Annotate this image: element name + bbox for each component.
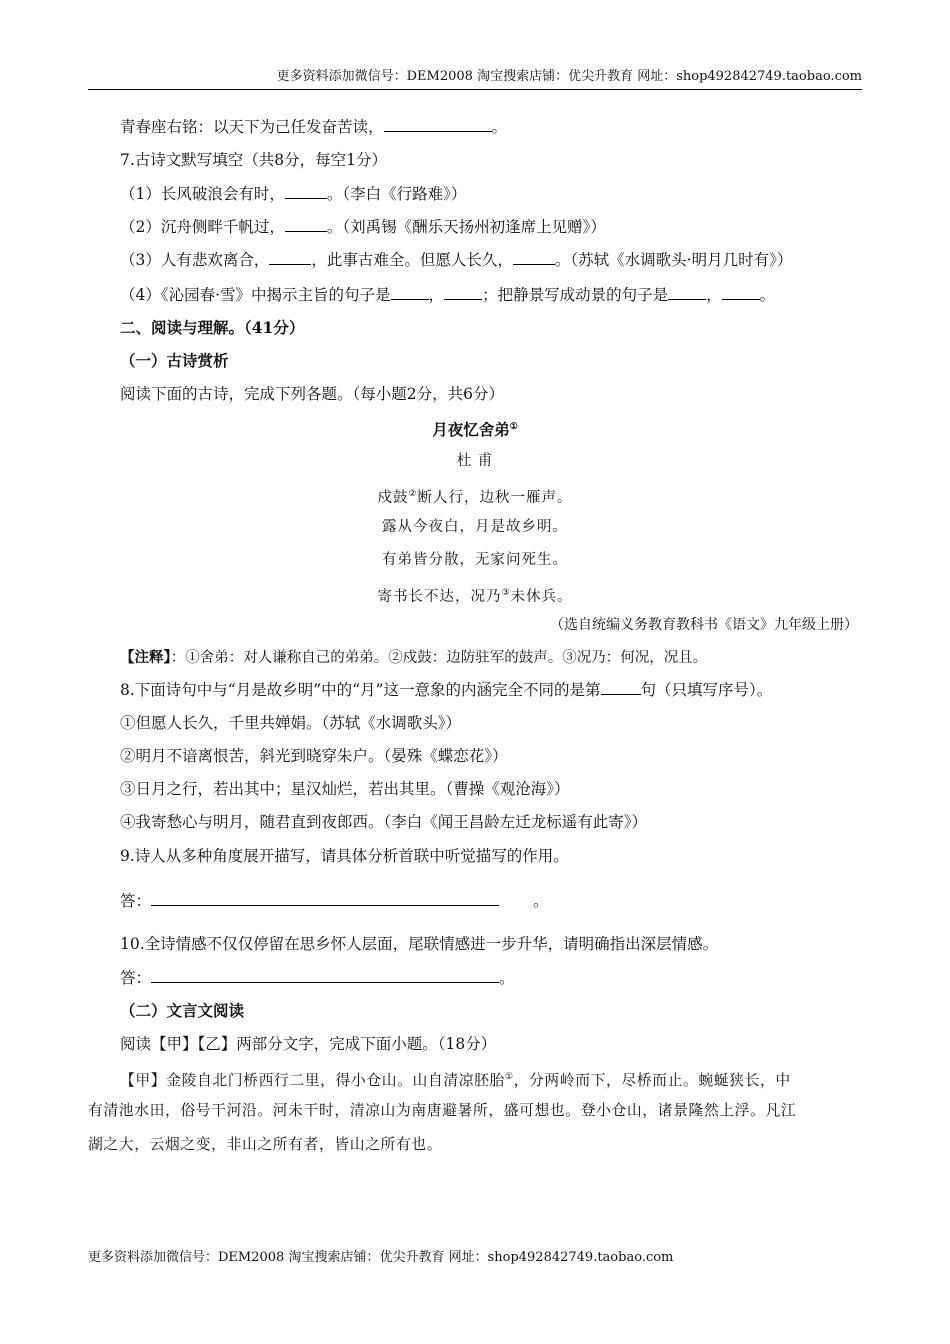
subsection-poem-title: （一）古诗赏析	[120, 351, 229, 370]
footnote-marker: ③	[501, 588, 511, 598]
q7-4-comma: ，	[428, 286, 445, 304]
q6-tail-end: 。	[491, 118, 508, 136]
q7-1-source: 。（李白《行路难》）	[326, 185, 467, 203]
poem-author: 杜 甫	[456, 453, 494, 469]
answer-end: 。	[533, 892, 549, 910]
answer-blank[interactable]	[285, 216, 327, 232]
q7-3-source: 。（苏轼《水调歌头·明月几时有》）	[554, 251, 793, 269]
poem-line-1-a: 戍鼓	[377, 489, 409, 506]
q9-question: 9.诗人从多种角度展开描写，请具体分析首联中听觉描写的作用。	[120, 847, 569, 865]
q7-1-text: （1）长风破浪会有时，	[120, 185, 285, 203]
poem-title	[0, 416, 950, 441]
answer-blank[interactable]	[384, 116, 492, 132]
q8-text-a: 8.下面诗句中与“月是故乡明”中的“月”这一意象的内涵完全不同的是第	[120, 681, 601, 699]
q7-line-2	[120, 216, 606, 238]
classical-instructions: 阅读【甲】【乙】两部分文字，完成下面小题。（18分）	[120, 1035, 497, 1053]
poem-line-2: 露从今夜白，月是故乡明。	[382, 519, 568, 535]
q8-option-4: ④我寄愁心与明月，随君直到夜郎西。（李白《闻王昌龄左迁龙标遥有此寄》）	[120, 813, 648, 831]
answer-blank[interactable]	[513, 249, 555, 265]
poem-line-1-b: 断人行，边秋一雁声。	[417, 489, 573, 506]
page-header: 更多资料添加微信号：DEM2008 淘宝搜索店铺：优尖升教育 网址：shop492842749.taobao.com	[88, 68, 862, 90]
jia-paragraph-line-3: 湖之大，云烟之变，非山之所有者，皆山之所有也。	[88, 1136, 443, 1153]
q10-answer-line	[120, 967, 515, 989]
footnote-marker: ①	[509, 422, 518, 432]
answer-blank[interactable]	[391, 284, 429, 300]
poem-line-4-a: 寄书长不达，况乃	[377, 588, 502, 605]
q6-tail-line	[120, 116, 507, 138]
notes-label: 【注释】	[120, 649, 171, 666]
poem-notes	[120, 647, 707, 669]
q8-option-1: ①但愿人长久，千里共婵娟。（苏轼《水调歌头》）	[120, 714, 462, 732]
poem-title-text: 月夜忆舍弟	[432, 420, 510, 440]
poem-line-4-b: 未休兵。	[510, 588, 573, 605]
q6-tail-text: 青春座右铭：以天下为己任发奋苦读，	[120, 118, 384, 136]
q7-2-text: （2）沉舟侧畔千帆过，	[120, 218, 285, 236]
poem-line-3: 有弟皆分散，无家问死生。	[382, 552, 568, 568]
answer-blank[interactable]	[668, 284, 706, 300]
footnote-marker: ①	[504, 1072, 514, 1082]
poem-line-4	[0, 582, 950, 608]
answer-blank[interactable]	[285, 183, 327, 199]
jia-paragraph-line-2: 有清池水田，俗号干河沿。河未干时，清凉山为南唐避暑所，盛可想也。登小仓山，诸景隆然上浮。凡江	[88, 1102, 797, 1119]
page-footer: 更多资料添加微信号：DEM2008 淘宝搜索店铺：优尖升教育 网址：shop492842749.taobao.com	[88, 1250, 674, 1265]
q8-option-3: ③日月之行，若出其中；星汉灿烂，若出其里。（曹操《观沧海》）	[120, 780, 570, 798]
q7-line-4	[120, 284, 775, 306]
jia-text-b: ，分两岭而下，尽桥而止。蜿蜒狭长，中	[513, 1071, 791, 1089]
jia-paragraph-line-1	[120, 1066, 791, 1092]
q10-question: 10.全诗情感不仅仅停留在思乡怀人层面，尾联情感进一步升华，请明确指出深层情感。	[120, 935, 719, 953]
jia-text-a: 【甲】金陵自北门桥西行二里，得小仓山。山自清凉胚胎	[120, 1071, 505, 1089]
q7-4-end: 。	[759, 286, 776, 304]
q7-title: 7.古诗文默写填空（共8分，每空1分）	[120, 151, 388, 169]
q7-4-comma-2: ，	[706, 286, 722, 304]
q9-answer-line	[120, 890, 549, 912]
q7-4-text-a: （4）《沁园春·雪》中揭示主旨的句子是	[120, 286, 391, 304]
section-2-title: 二、阅读与理解。（41分）	[120, 318, 305, 337]
notes-text: ：①舍弟：对人谦称自己的弟弟。②戍鼓：边防驻军的鼓声。③况乃：何况，况且。	[170, 650, 708, 666]
q8-text-b: 句（只填写序号）。	[640, 681, 773, 699]
poem-source: （选自统编义务教育教科书《语文》九年级上册）	[550, 617, 858, 633]
answer-blank[interactable]	[601, 679, 641, 695]
subsection-classical-title: （二）文言文阅读	[120, 1001, 245, 1020]
q7-line-3	[120, 249, 792, 271]
answer-label: 答：	[120, 969, 152, 987]
q7-3-text-b: ，此事古难全。但愿人长久，	[311, 251, 513, 269]
q7-3-text-a: （3）人有悲欢离合，	[120, 251, 270, 269]
q7-4-text-b: ；把静景写成动景的句子是	[482, 286, 669, 304]
q7-2-source: 。（刘禹锡《酬乐天扬州初逢席上见赠》）	[326, 218, 606, 236]
q8-question	[120, 679, 772, 701]
answer-blank[interactable]	[722, 284, 760, 300]
answer-blank[interactable]	[151, 890, 499, 906]
poem-line-1	[0, 483, 950, 509]
answer-end: 。	[499, 969, 515, 987]
q7-line-1	[120, 183, 466, 205]
footnote-marker: ②	[408, 489, 418, 499]
answer-blank[interactable]	[151, 967, 499, 983]
answer-label: 答：	[120, 892, 152, 910]
q8-option-2: ②明月不谙离恨苦，斜光到晓穿朱户。（晏殊《蝶恋花》）	[120, 747, 508, 765]
poem-instructions: 阅读下面的古诗，完成下列各题。（每小题2分，共6分）	[120, 385, 504, 403]
answer-blank[interactable]	[444, 284, 482, 300]
answer-blank[interactable]	[269, 249, 311, 265]
